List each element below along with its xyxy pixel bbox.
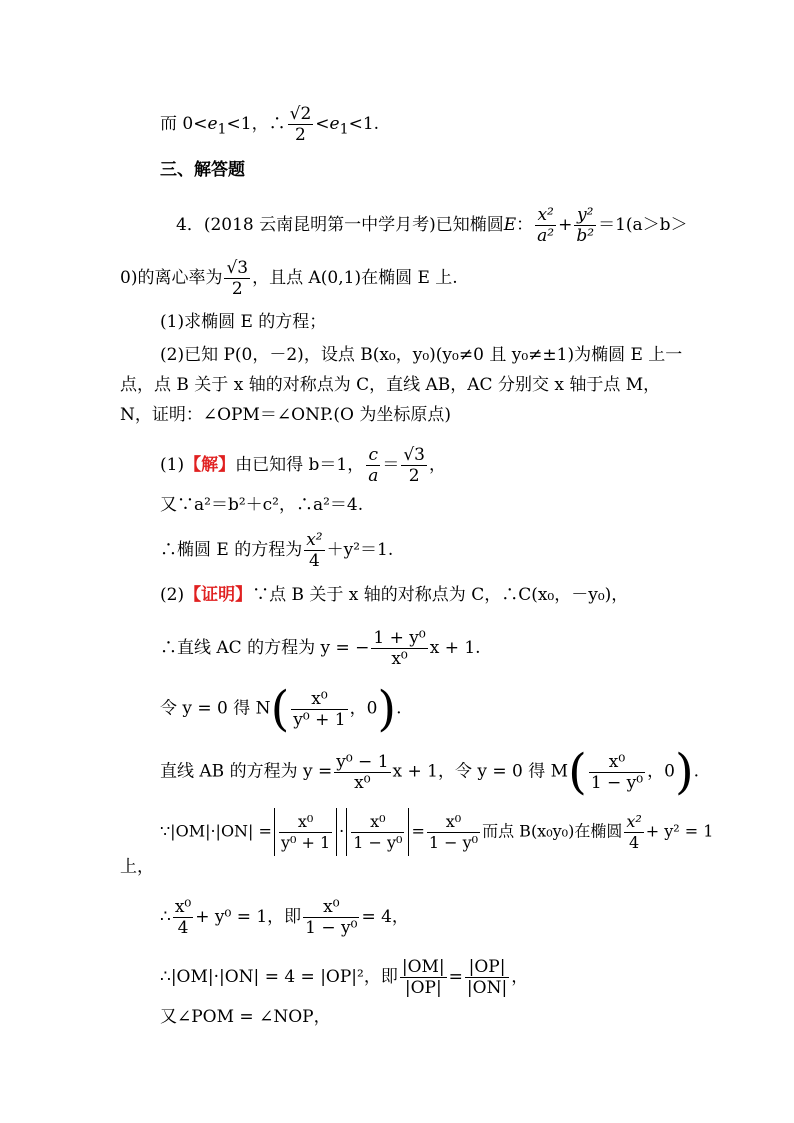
numerator: x² bbox=[626, 811, 642, 831]
denominator: a² bbox=[537, 226, 555, 246]
text: <1，∴ bbox=[226, 114, 286, 134]
solution-line-11 bbox=[160, 957, 528, 998]
numerator: x⁰ bbox=[351, 812, 404, 833]
text: ＋y²＝1. bbox=[326, 540, 394, 560]
fraction bbox=[351, 812, 404, 853]
fraction bbox=[173, 897, 193, 938]
solution-line-2: 又∵a²＝b²＋c²，∴a²＝4. bbox=[160, 495, 364, 515]
var-e: e bbox=[207, 114, 218, 134]
text: x + 1，令 y = 0 得 M bbox=[392, 761, 569, 782]
abs-bar bbox=[408, 808, 409, 856]
denominator: 2 bbox=[295, 125, 306, 145]
text: + bbox=[558, 215, 573, 235]
denominator: y⁰ + 1 bbox=[293, 709, 346, 730]
solution-line-6: 令 y = 0 得 N( $\frac{\text{x⁰}}{\text{y⁰ + 1}}$ ，0). bbox=[160, 681, 402, 737]
denominator: 4 bbox=[628, 832, 640, 852]
var-e: e bbox=[329, 114, 340, 134]
text: <1. bbox=[348, 114, 380, 134]
fraction bbox=[334, 752, 390, 793]
fraction bbox=[303, 897, 359, 938]
solution-line-4 bbox=[160, 583, 628, 607]
fraction bbox=[304, 530, 324, 571]
numerator: x⁰ bbox=[291, 689, 347, 710]
text: · bbox=[339, 821, 345, 841]
question-line-2 bbox=[120, 258, 458, 299]
denominator: |OP| bbox=[404, 978, 442, 998]
fraction bbox=[427, 812, 480, 853]
text: ∵|OM|·|ON| = bbox=[160, 821, 272, 841]
fraction bbox=[366, 445, 380, 486]
proof-tag: 【证明】 bbox=[184, 585, 253, 605]
solution-line-3 bbox=[160, 530, 393, 571]
text: ，且点 A(0,1)在椭圆 E 上. bbox=[252, 268, 458, 288]
numerator: x⁰ bbox=[279, 812, 332, 833]
text: 4．(2018 云南昆明第一中学月考)已知椭圆 bbox=[176, 215, 504, 235]
solution-line-7: 直线 AB 的方程为 y = $\frac{\text{y⁰ − 1}}{\text{x⁰}}$ x + 1，令 y = 0 得 M( $\frac{\text{x⁰}}{\text{1 − y⁰}}$ ，0). bbox=[160, 744, 700, 800]
fraction bbox=[371, 628, 427, 669]
question-part-2b: 点，点 B 关于 x 轴的对称点为 C，直线 AB，AC 分别交 x 轴于点 M， bbox=[120, 375, 661, 395]
text: + y⁰ = 1，即 bbox=[195, 907, 302, 927]
numerator: |OP| bbox=[465, 957, 509, 978]
denominator: b² bbox=[576, 226, 595, 246]
denominator: 2 bbox=[231, 279, 243, 299]
text: x + 1. bbox=[429, 638, 481, 658]
subscript: 1 bbox=[339, 121, 349, 138]
text: ∴|OM|·|ON| = 4 = |OP|²，即 bbox=[160, 967, 398, 987]
fraction bbox=[465, 957, 509, 998]
fraction bbox=[589, 752, 645, 793]
fraction bbox=[535, 205, 556, 246]
text: ， bbox=[511, 967, 529, 987]
text: = 4， bbox=[361, 907, 409, 927]
text: 0)的离心率为 bbox=[120, 268, 223, 288]
question-part-1: (1)求椭圆 E 的方程； bbox=[160, 312, 327, 332]
solution-line-1 bbox=[160, 445, 446, 486]
denominator: 1 − y⁰ bbox=[353, 832, 403, 852]
numerator: y² bbox=[574, 205, 596, 226]
right-paren: ) bbox=[377, 681, 397, 737]
text: = bbox=[411, 821, 425, 841]
solution-tag: 【解】 bbox=[184, 455, 236, 475]
numerator: c bbox=[366, 445, 380, 466]
numerator: x⁰ bbox=[427, 812, 480, 833]
fraction bbox=[400, 957, 447, 998]
question-part-2a: (2)已知 P(0，－2)，设点 B(x₀，y₀)(y₀≠0 且 y₀≠±1)为椭圆 E 上一 bbox=[160, 345, 683, 365]
text: 令 y = 0 得 N bbox=[160, 698, 271, 719]
numerator: |OM| bbox=[401, 957, 445, 977]
denominator: 4 bbox=[177, 918, 189, 938]
text: (2) bbox=[160, 585, 185, 605]
text: 直线 AB 的方程为 y = bbox=[160, 761, 333, 782]
denominator: |ON| bbox=[466, 978, 508, 998]
fraction bbox=[224, 258, 250, 299]
denominator: 4 bbox=[309, 551, 320, 571]
solution-line-10 bbox=[160, 897, 409, 938]
numerator: √3 bbox=[403, 445, 425, 465]
text: ∵点 B 关于 x 轴的对称点为 C，∴C(x₀，－y₀)， bbox=[252, 585, 629, 605]
text: ， bbox=[429, 455, 446, 475]
fraction bbox=[401, 445, 427, 486]
text: ∴椭圆 E 的方程为 bbox=[160, 540, 303, 560]
abs-bar bbox=[336, 808, 337, 856]
text: ＝1(a＞b＞ bbox=[598, 215, 688, 235]
solution-line-8 bbox=[160, 808, 713, 856]
numerator: x² bbox=[306, 530, 323, 550]
fraction bbox=[288, 104, 314, 145]
abs-bar bbox=[346, 808, 347, 856]
subscript: 1 bbox=[217, 121, 227, 138]
var: E bbox=[503, 215, 517, 235]
intro-line bbox=[160, 104, 379, 145]
fraction bbox=[624, 812, 643, 853]
fraction bbox=[574, 205, 596, 246]
text: ，0 bbox=[647, 761, 675, 782]
text: ： bbox=[516, 215, 534, 235]
denominator: 1 − y⁰ bbox=[590, 772, 644, 793]
abs-bar bbox=[274, 808, 275, 856]
right-paren: ) bbox=[674, 744, 694, 800]
fraction bbox=[291, 689, 347, 730]
denominator: x⁰ bbox=[391, 649, 408, 669]
numerator: x⁰ bbox=[174, 897, 192, 917]
numerator: √2 bbox=[289, 104, 312, 124]
section-heading: 三、解答题 bbox=[160, 160, 245, 180]
denominator: a bbox=[368, 466, 379, 486]
text: = bbox=[448, 967, 463, 987]
numerator: y⁰ − 1 bbox=[336, 751, 389, 772]
numerator: x⁰ bbox=[303, 897, 359, 918]
denominator: x⁰ bbox=[354, 772, 371, 793]
denominator: 1 − y⁰ bbox=[428, 832, 479, 852]
left-paren: ( bbox=[568, 744, 587, 800]
text: < bbox=[315, 114, 330, 134]
numerator: x² bbox=[535, 205, 556, 226]
text: ，0 bbox=[349, 698, 378, 719]
numerator: 1 + y⁰ bbox=[373, 628, 426, 648]
question-line-1 bbox=[176, 205, 688, 246]
denominator: 1 − y⁰ bbox=[305, 918, 358, 938]
numerator: x⁰ bbox=[589, 752, 645, 773]
solution-line-9: 上， bbox=[120, 857, 154, 877]
question-part-2c: N，证明：∠OPM＝∠ONP.(O 为坐标原点) bbox=[120, 405, 451, 425]
text: (1) bbox=[160, 455, 185, 475]
fraction bbox=[279, 812, 332, 853]
denominator: y⁰ + 1 bbox=[280, 832, 331, 852]
text: ∴ bbox=[160, 907, 171, 927]
text: 而 0< bbox=[160, 114, 208, 134]
solution-line-12: 又∠POM = ∠NOP， bbox=[160, 1007, 331, 1027]
text: 而点 B(x₀y₀)在椭圆 bbox=[482, 821, 623, 841]
numerator: √3 bbox=[226, 258, 249, 278]
text: + y² = 1 bbox=[645, 821, 714, 841]
text: ∴直线 AC 的方程为 y = − bbox=[160, 638, 370, 658]
left-paren: ( bbox=[270, 681, 290, 737]
text: 由已知得 b＝1， bbox=[235, 455, 365, 475]
denominator: 2 bbox=[408, 466, 420, 486]
text: ＝ bbox=[382, 455, 400, 475]
solution-line-5 bbox=[160, 628, 481, 669]
